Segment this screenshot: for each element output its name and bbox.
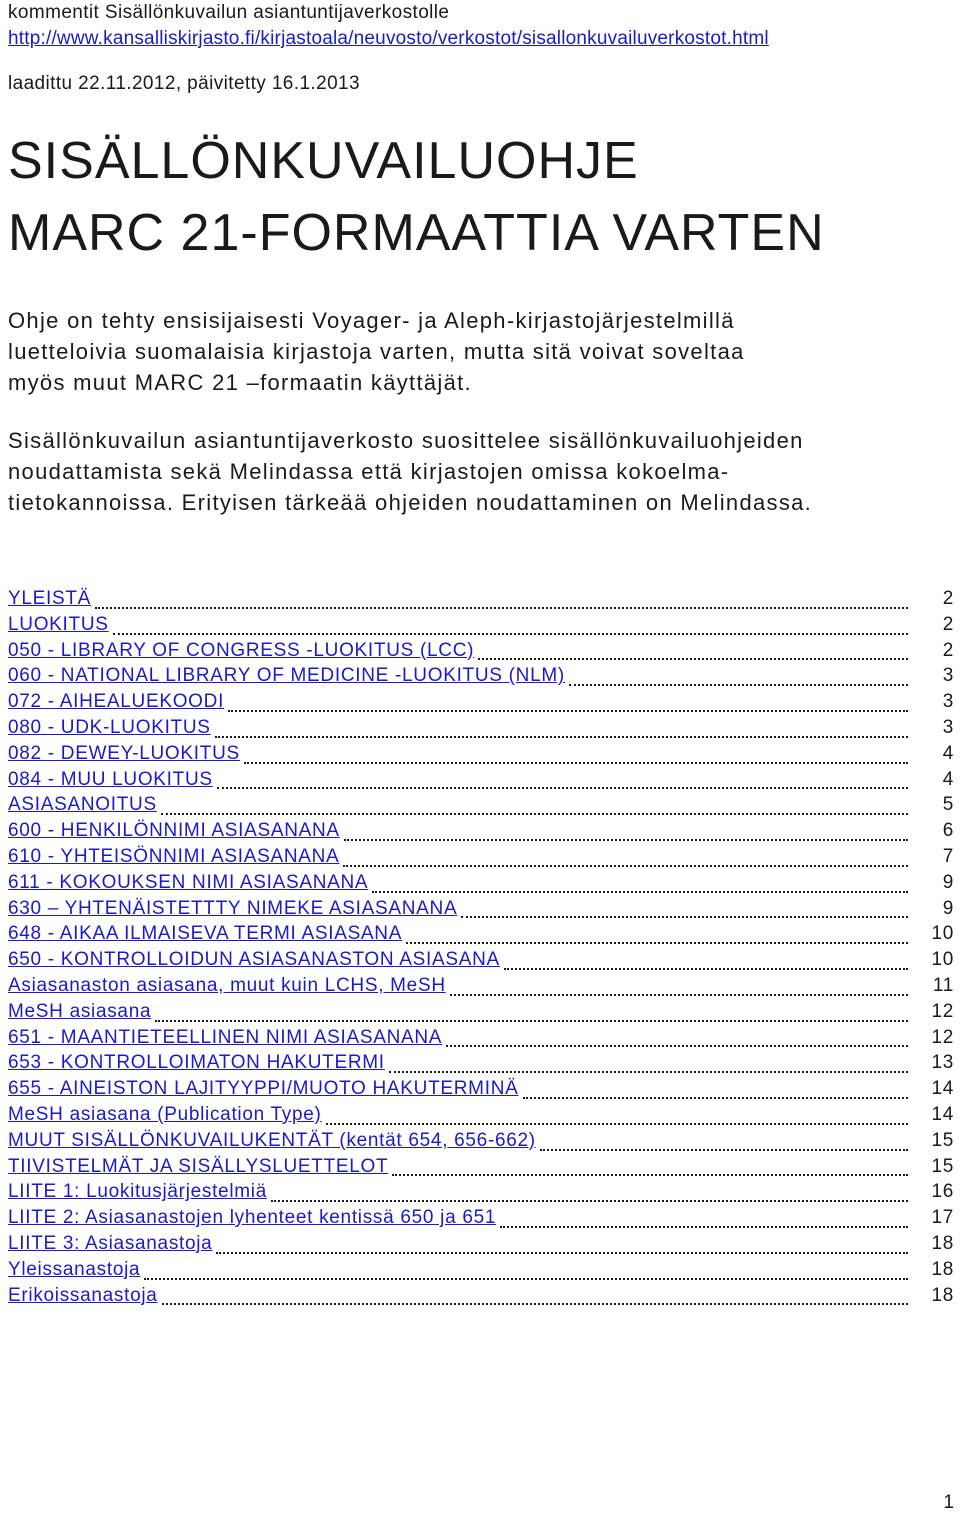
toc-entry[interactable] — [8, 1156, 954, 1182]
toc-page-number: 4 — [942, 742, 954, 764]
toc-page-number: 18 — [931, 1258, 954, 1280]
toc-entry-link[interactable]: 611 - KOKOUKSEN NIMI ASIASANANA — [8, 871, 369, 893]
toc-entry[interactable] — [8, 1285, 954, 1311]
toc-entry[interactable] — [8, 949, 954, 975]
toc-page-number: 11 — [932, 974, 954, 996]
toc-entry[interactable] — [8, 588, 954, 614]
toc-leader-dots — [155, 1020, 908, 1022]
comment-note: kommentit Sisällönkuvailun asiantuntijaverkostolle — [8, 2, 450, 23]
toc-leader-dots — [450, 994, 908, 996]
toc-leader-dots — [326, 1123, 908, 1125]
intro-paragraph-2 — [8, 425, 954, 518]
toc-leader-dots — [406, 942, 908, 944]
table-of-contents — [8, 588, 954, 1310]
toc-entry[interactable] — [8, 769, 954, 795]
toc-entry-link[interactable]: 651 - MAANTIETEELLINEN NIMI ASIASANANA — [8, 1026, 443, 1048]
toc-entry[interactable] — [8, 691, 954, 717]
toc-entry[interactable] — [8, 872, 954, 898]
toc-entry[interactable] — [8, 1259, 954, 1285]
toc-leader-dots — [228, 710, 908, 712]
toc-page-number: 7 — [942, 845, 954, 867]
toc-leader-dots — [540, 1149, 908, 1151]
title-line-2: MARC 21-FORMAATTIA VARTEN — [8, 204, 825, 262]
date-info: laadittu 22.11.2012, päivitetty 16.1.2013 — [8, 73, 360, 94]
toc-entry-link[interactable]: 648 - AIKAA ILMAISEVA TERMI ASIASANA — [8, 923, 403, 945]
toc-entry-link[interactable]: LIITE 1: Luokitusjärjestelmiä — [8, 1181, 267, 1203]
toc-entry-link[interactable]: 084 - MUU LUOKITUS — [8, 768, 213, 790]
toc-entry[interactable] — [8, 1078, 954, 1104]
toc-entry-link[interactable]: MUUT SISÄLLÖNKUVAILUKENTÄT (kentät 654, 656-662) — [8, 1129, 536, 1151]
intro-p1-line: luetteloivia suomalaisia kirjastoja varten, mutta sitä voivat soveltaa — [8, 339, 745, 364]
toc-leader-dots — [446, 1045, 908, 1047]
toc-page-number: 13 — [931, 1052, 954, 1074]
toc-entry[interactable] — [8, 1130, 954, 1156]
toc-entry[interactable] — [8, 1207, 954, 1233]
toc-entry[interactable] — [8, 1181, 954, 1207]
toc-leader-dots — [95, 607, 908, 609]
intro-p2-line: Sisällönkuvailun asiantuntijaverkosto suosittelee sisällönkuvailuohjeiden — [8, 428, 804, 453]
toc-page-number: 3 — [942, 665, 954, 687]
toc-leader-dots — [162, 1303, 908, 1305]
toc-leader-dots — [478, 658, 908, 660]
toc-page-number: 18 — [931, 1232, 954, 1254]
toc-entry-link[interactable]: LUOKITUS — [8, 613, 109, 635]
toc-entry-link[interactable]: Erikoissanastoja — [8, 1284, 158, 1306]
toc-leader-dots — [500, 1226, 908, 1228]
toc-page-number: 6 — [942, 820, 954, 842]
toc-page-number: 15 — [931, 1155, 954, 1177]
intro-p2-line: tietokannoissa. Erityisen tärkeää ohjeiden noudattaminen on Melindassa. — [8, 490, 813, 515]
document-page — [8, 0, 954, 1310]
toc-entry[interactable] — [8, 846, 954, 872]
toc-entry[interactable] — [8, 1233, 954, 1259]
toc-leader-dots — [244, 762, 908, 764]
toc-page-number: 2 — [942, 613, 954, 635]
toc-page-number: 12 — [931, 1026, 954, 1048]
toc-entry[interactable] — [8, 1052, 954, 1078]
toc-entry[interactable] — [8, 743, 954, 769]
toc-entry[interactable] — [8, 975, 954, 1001]
toc-entry-link[interactable]: 072 - AIHEALUEKOODI — [8, 691, 225, 713]
toc-entry-link[interactable]: MeSH asiasana — [8, 1000, 152, 1022]
toc-entry-link[interactable]: 600 - HENKILÖNNIMI ASIASANANA — [8, 820, 340, 842]
toc-entry-link[interactable]: 653 - KONTROLLOIMATON HAKUTERMI — [8, 1052, 385, 1074]
toc-leader-dots — [389, 1071, 908, 1073]
toc-leader-dots — [113, 633, 908, 635]
toc-entry-link[interactable]: ASIASANOITUS — [8, 794, 157, 816]
title-line-1: SISÄLLÖNKUVAILUOHJE — [8, 132, 639, 190]
intro-p1-line: myös muut MARC 21 –formaatin käyttäjät. — [8, 370, 472, 395]
toc-entry-link[interactable]: MeSH asiasana (Publication Type) — [8, 1103, 322, 1125]
toc-leader-dots — [144, 1278, 908, 1280]
toc-leader-dots — [344, 839, 908, 841]
toc-entry[interactable] — [8, 898, 954, 924]
toc-entry[interactable] — [8, 923, 954, 949]
toc-page-number: 9 — [942, 897, 954, 919]
toc-entry[interactable] — [8, 1027, 954, 1053]
toc-page-number: 12 — [931, 1000, 954, 1022]
toc-entry-link[interactable]: LIITE 3: Asiasanastoja — [8, 1232, 213, 1254]
toc-entry-link[interactable]: 655 - AINEISTON LAJITYYPPI/MUOTO HAKUTERMINÄ — [8, 1078, 519, 1100]
toc-page-number: 4 — [942, 768, 954, 790]
toc-page-number: 2 — [942, 639, 954, 661]
toc-page-number: 14 — [931, 1078, 954, 1100]
toc-entry-link[interactable]: 060 - NATIONAL LIBRARY OF MEDICINE -LUOKITUS (NLM) — [8, 665, 565, 687]
toc-entry[interactable] — [8, 640, 954, 666]
page-number: 1 — [943, 1492, 954, 1513]
toc-leader-dots — [271, 1200, 908, 1202]
document-title — [8, 125, 954, 269]
toc-entry[interactable] — [8, 717, 954, 743]
toc-entry-link[interactable]: 082 - DEWEY-LUOKITUS — [8, 742, 240, 764]
toc-entry-link[interactable]: YLEISTÄ — [8, 588, 92, 609]
toc-page-number: 9 — [942, 871, 954, 893]
toc-entry[interactable] — [8, 1104, 954, 1130]
toc-leader-dots — [343, 865, 908, 867]
toc-entry-link[interactable]: 630 – YHTENÄISTETTTY NIMEKE ASIASANANA — [8, 897, 458, 919]
toc-leader-dots — [372, 891, 908, 893]
toc-leader-dots — [504, 968, 908, 970]
toc-entry[interactable] — [8, 794, 954, 820]
toc-entry-link[interactable]: Yleissanastoja — [8, 1258, 141, 1280]
toc-leader-dots — [216, 1252, 908, 1254]
toc-entry-link[interactable]: 080 - UDK-LUOKITUS — [8, 716, 211, 738]
toc-page-number: 3 — [942, 716, 954, 738]
toc-entry-link[interactable]: TIIVISTELMÄT JA SISÄLLYSLUETTELOT — [8, 1155, 389, 1177]
toc-page-number: 14 — [931, 1103, 954, 1125]
toc-entry[interactable] — [8, 614, 954, 640]
toc-page-number: 2 — [942, 588, 954, 609]
toc-page-number: 15 — [931, 1129, 954, 1151]
toc-leader-dots — [392, 1174, 908, 1176]
intro-p2-line: noudattamista sekä Melindassa että kirjastojen omissa kokoelma- — [8, 459, 730, 484]
toc-entry[interactable] — [8, 1001, 954, 1027]
toc-leader-dots — [215, 736, 908, 738]
toc-entry[interactable] — [8, 665, 954, 691]
toc-page-number: 3 — [942, 691, 954, 713]
toc-page-number: 5 — [942, 794, 954, 816]
toc-leader-dots — [461, 916, 908, 918]
toc-entry-link[interactable]: 610 - YHTEISÖNNIMI ASIASANANA — [8, 845, 340, 867]
toc-leader-dots — [217, 787, 908, 789]
toc-page-number: 10 — [931, 923, 954, 945]
toc-entry-link[interactable]: 050 - LIBRARY OF CONGRESS -LUOKITUS (LCC) — [8, 639, 475, 661]
intro-p1-line: Ohje on tehty ensisijaisesti Voyager- ja Aleph-kirjastojärjestelmillä — [8, 308, 735, 333]
toc-leader-dots — [523, 1097, 909, 1099]
toc-page-number: 16 — [931, 1181, 954, 1203]
toc-leader-dots — [161, 813, 908, 815]
toc-page-number: 18 — [931, 1284, 954, 1306]
toc-page-number: 10 — [931, 949, 954, 971]
intro-paragraph-1 — [8, 305, 954, 398]
toc-entry-link[interactable]: Asiasanaston asiasana, muut kuin LCHS, MeSH — [8, 974, 446, 996]
toc-leader-dots — [569, 684, 908, 686]
toc-entry[interactable] — [8, 820, 954, 846]
toc-entry-link[interactable]: 650 - KONTROLLOIDUN ASIASANASTON ASIASANA — [8, 949, 500, 971]
source-url-link[interactable]: http://www.kansalliskirjasto.fi/kirjastoala/neuvosto/verkostot/sisallonkuvailuverkostot.html — [8, 28, 769, 49]
toc-page-number: 17 — [931, 1207, 954, 1229]
toc-entry-link[interactable]: LIITE 2: Asiasanastojen lyhenteet kentissä 650 ja 651 — [8, 1207, 497, 1229]
